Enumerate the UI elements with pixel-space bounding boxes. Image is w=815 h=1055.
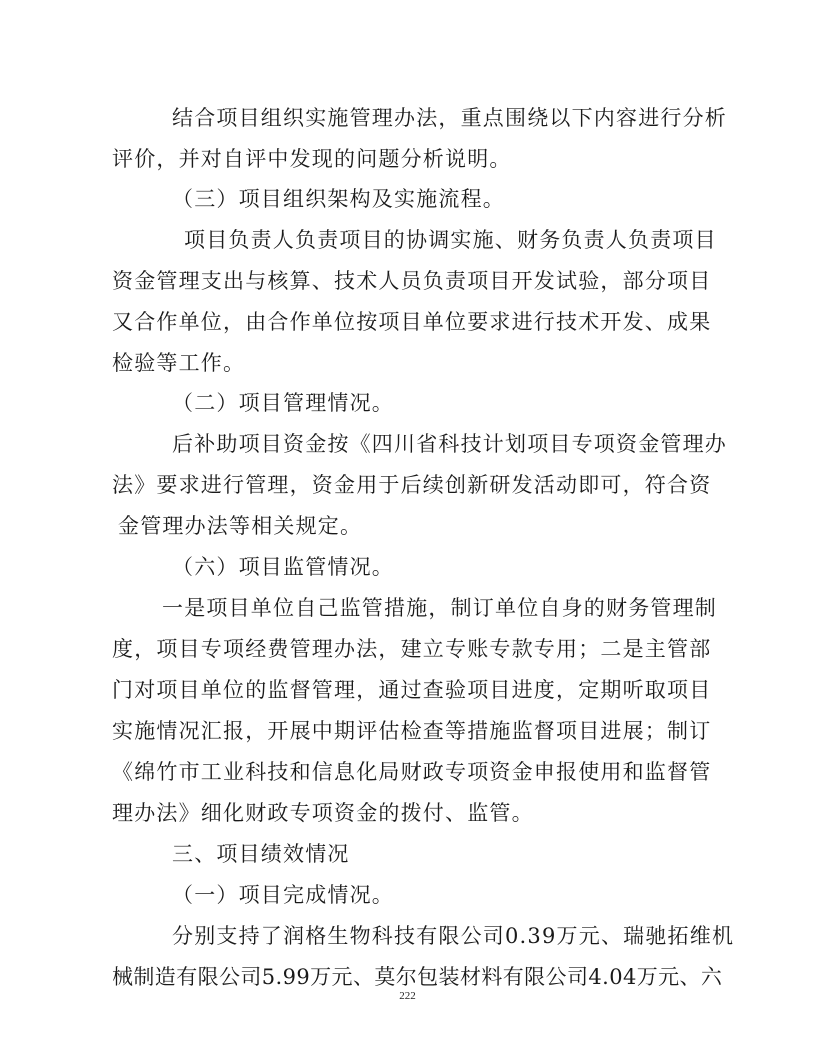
section-heading-performance: 三、项目绩效情况 bbox=[172, 842, 350, 866]
management-line-3: 金管理办法等相关规定。 bbox=[118, 514, 363, 538]
intro-line-1: 结合项目组织实施管理办法，重点围绕以下内容进行分析 bbox=[172, 106, 727, 130]
org-line-3: 又合作单位，由合作单位按项目单位要求进行技术开发、成果 bbox=[112, 310, 712, 334]
intro-line-2: 评价，并对自评中发现的问题分析说明。 bbox=[112, 147, 512, 171]
supervision-line-4: 实施情况汇报，开展中期评估检查等措施监督项目进展；制订 bbox=[112, 719, 712, 743]
supervision-line-2: 度，项目专项经费管理办法，建立专账专款专用；二是主管部 bbox=[112, 637, 712, 661]
page-number: 222 bbox=[399, 990, 416, 1002]
section-heading-org-structure: （三）项目组织架构及实施流程。 bbox=[172, 187, 505, 211]
management-line-2: 法》要求进行管理，资金用于后续创新研发活动即可，符合资 bbox=[112, 473, 712, 497]
section-heading-supervision: （六）项目监管情况。 bbox=[172, 555, 394, 579]
org-line-2: 资金管理支出与核算、技术人员负责项目开发试验，部分项目 bbox=[112, 269, 712, 293]
section-heading-management: （二）项目管理情况。 bbox=[172, 391, 394, 415]
supervision-line-1: 一是项目单位自己监管措施，制订单位自身的财务管理制 bbox=[162, 596, 717, 620]
org-line-1: 项目负责人负责项目的协调实施、财务负责人负责项目 bbox=[184, 228, 717, 252]
supervision-line-3: 门对项目单位的监督管理，通过查验项目进度，定期听取项目 bbox=[112, 678, 712, 702]
management-line-1: 后补助项目资金按《四川省科技计划项目专项资金管理办 bbox=[172, 432, 727, 456]
completion-line-2: 械制造有限公司5.99万元、莫尔包装材料有限公司4.04万元、六 bbox=[112, 965, 723, 989]
supervision-line-5: 《绵竹市工业科技和信息化局财政专项资金申报使用和监督管 bbox=[112, 760, 712, 784]
subsection-heading-completion: （一）项目完成情况。 bbox=[172, 883, 394, 907]
org-line-4: 检验等工作。 bbox=[112, 351, 246, 375]
supervision-line-6: 理办法》细化财政专项资金的拨付、监管。 bbox=[112, 801, 534, 825]
completion-line-1: 分别支持了润格生物科技有限公司0.39万元、瑞驰拓维机 bbox=[172, 924, 735, 948]
